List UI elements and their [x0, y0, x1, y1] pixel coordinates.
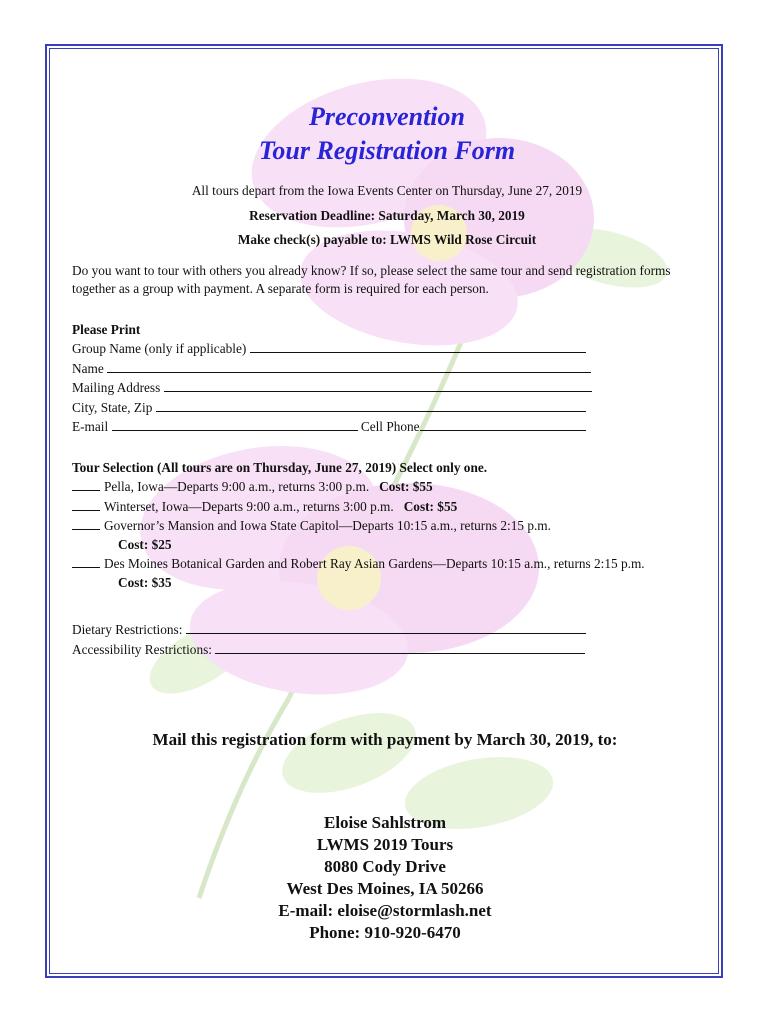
accessibility-field[interactable] [215, 640, 585, 654]
tour-cost: Cost: $55 [379, 479, 433, 494]
city-state-zip-field[interactable] [156, 398, 586, 412]
tour-option [72, 554, 702, 574]
mailing-address-block [72, 812, 698, 944]
tour-cost: Cost: $35 [118, 574, 172, 590]
recipient-city: West Des Moines, IA 50266 [286, 879, 484, 898]
tour-cost: Cost: $25 [118, 536, 172, 552]
tour-option [72, 497, 702, 517]
tour-text: Governor’s Mansion and Iowa State Capitol—Departs 10:15 a.m., returns 2:15 p.m. [104, 518, 551, 533]
please-print-heading: Please Print [72, 321, 141, 337]
dietary-field[interactable] [186, 620, 586, 634]
title-line-2: Tour Registration Form [258, 136, 516, 165]
tour-option [72, 477, 702, 497]
contact-section [72, 321, 702, 437]
check-payable-note: Make check(s) payable to: LWMS Wild Rose Circuit [237, 232, 537, 247]
depart-info: All tours depart from the Iowa Events Center on Thursday, June 27, 2019 [191, 183, 583, 198]
form-content [72, 100, 702, 659]
reservation-deadline: Reservation Deadline: Saturday, March 30, 2019 [249, 207, 525, 223]
mailing-address-label: Mailing Address [72, 380, 161, 395]
dietary-row [72, 620, 702, 640]
group-name-row [72, 339, 702, 359]
group-name-label: Group Name (only if applicable) [72, 341, 247, 356]
dietary-label: Dietary Restrictions: [72, 622, 183, 637]
restrictions-section [72, 620, 702, 659]
city-state-zip-label: City, State, Zip [72, 399, 153, 415]
tour-select-blank[interactable] [72, 516, 100, 530]
email-label: E-mail [72, 419, 109, 434]
cell-phone-label: Cell Phone [360, 419, 420, 434]
title-line-1: Preconvention [309, 102, 465, 131]
accessibility-label: Accessibility Restrictions: [72, 641, 212, 657]
city-state-zip-row [72, 398, 702, 418]
recipient-phone: Phone: 910-920-6470 [309, 923, 461, 942]
tour-text: Pella, Iowa—Departs 9:00 a.m., returns 3:00 p.m. [104, 479, 370, 494]
mailing-address-row [72, 378, 702, 398]
name-row [72, 359, 702, 379]
recipient-street: 8080 Cody Drive [324, 857, 446, 876]
recipient-name: Eloise Sahlstrom [323, 813, 446, 832]
tour-heading: Tour Selection (All tours are on Thursday, June 27, 2019) Select only one. [72, 459, 488, 475]
name-label: Name [72, 360, 104, 376]
tour-text: Winterset, Iowa—Departs 9:00 a.m., returns 3:00 p.m. [104, 498, 394, 514]
email-phone-row [72, 417, 702, 437]
form-title [72, 100, 702, 168]
tour-option [72, 516, 702, 536]
recipient-org: LWMS 2019 Tours [316, 835, 454, 854]
cell-phone-field[interactable] [420, 417, 586, 431]
accessibility-row [72, 640, 702, 660]
tour-text: Des Moines Botanical Garden and Robert Ray Asian Gardens—Departs 10:15 a.m., returns 2:15 p.m. [104, 556, 645, 571]
tour-select-blank[interactable] [72, 477, 100, 491]
group-name-field[interactable] [250, 339, 586, 353]
name-field[interactable] [107, 359, 591, 373]
tour-select-blank[interactable] [72, 497, 100, 511]
email-field[interactable] [112, 417, 358, 431]
intro-paragraph: Do you want to tour with others you already know? If so, please select the same tour and send registration forms together as a group with payment. A separate form is required for each person. [72, 262, 671, 296]
mail-instructions: Mail this registration form with payment by March 30, 2019, to: [152, 730, 618, 749]
tour-select-blank[interactable] [72, 554, 100, 568]
tour-section [72, 459, 702, 593]
recipient-email: E-mail: eloise@stormlash.net [278, 901, 492, 920]
tour-cost: Cost: $55 [403, 498, 458, 514]
mailing-address-field[interactable] [164, 378, 592, 392]
